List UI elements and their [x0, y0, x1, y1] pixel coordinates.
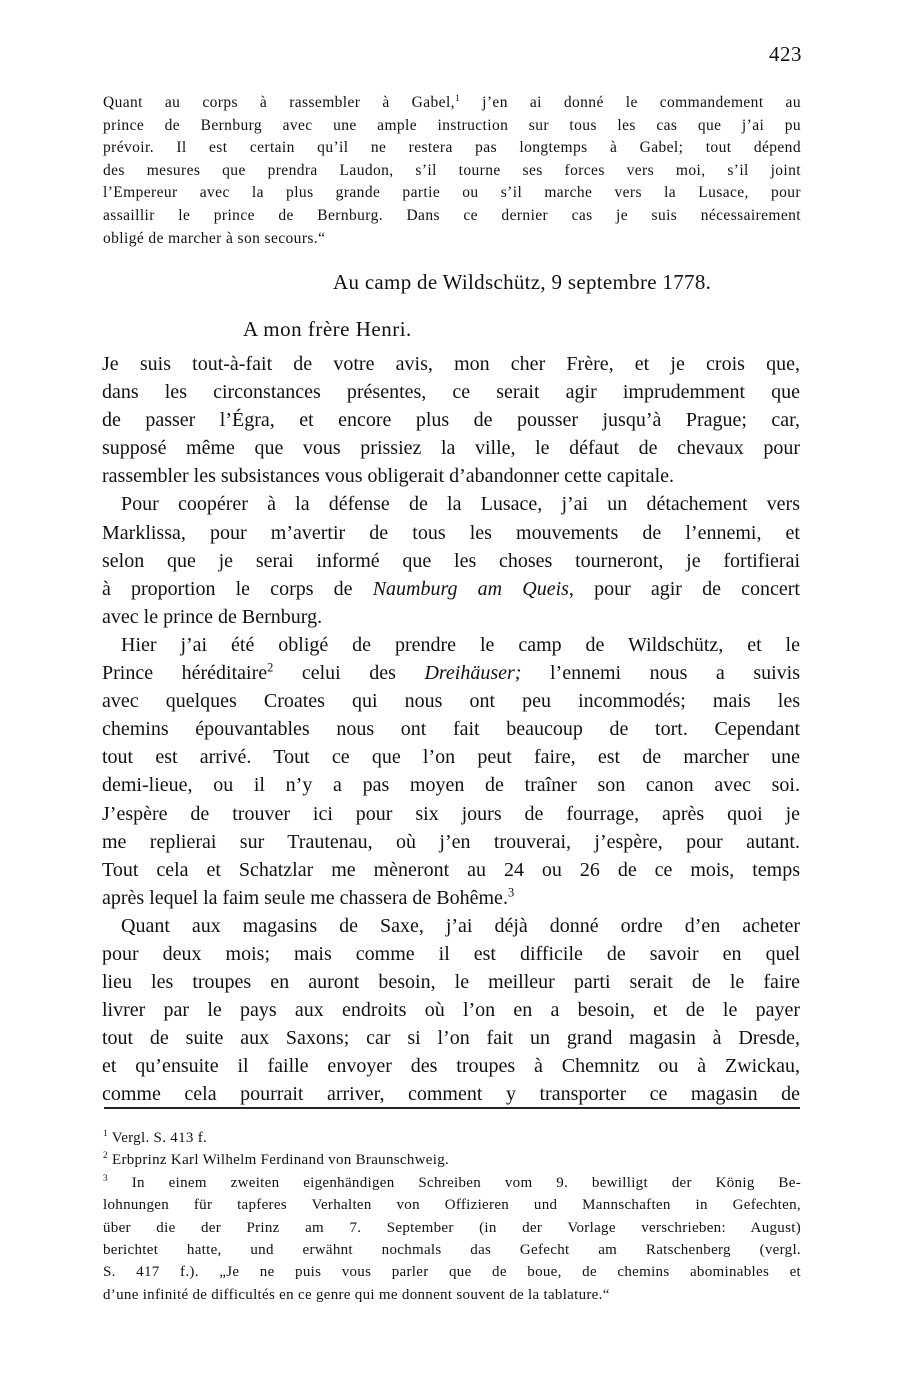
body-line: lieu les troupes en auront besoin, le meilleur parti serait de le faire: [102, 971, 800, 994]
place-name: Dreihäuser;: [424, 662, 522, 685]
body-line: Marklissa, pour m’avertir de tous les mouvements de l’ennemi, et: [102, 521, 800, 544]
body-line: Je suis tout-à-fait de votre avis, mon cher Frère, et je crois que,: [102, 353, 800, 375]
letter-salutation: A mon frère Henri.: [243, 317, 412, 341]
footnote-number: 2: [103, 1151, 108, 1162]
letter-dateline: Au camp de Wildschütz, 9 septembre 1778.: [333, 270, 712, 294]
footnote-3: $^3$ In einem zweiten eigenhändigen Schreiben vom 9. bewilligt der König Be-: [103, 1173, 801, 1191]
quote-line: assaillir le prince de Bernburg. Dans ce dernier cas je suis nécessairement: [103, 206, 801, 224]
body-line: comme cela pourrait arriver, comment y transporter ce magasin de: [102, 1083, 800, 1106]
quote-line: prévoir. Il est certain qu’il ne restera pas longtemps à Gabel; tout dépend: [103, 139, 801, 157]
body-line: Quant aux magasins de Saxe, j’ai déjà donné ordre d’en acheter: [121, 914, 800, 937]
quote-line: l’Empereur avec la plus grande partie ou s’il marche vers la Lusace, pour: [103, 184, 801, 202]
page-number: 423: [769, 42, 802, 66]
body-line: supposé même que vous prissiez la ville, le défaut de chevaux pour: [102, 437, 800, 460]
footnote-line: über die der Prinz am 7. September (in der Vorlage verschrieben: August): [103, 1219, 801, 1236]
quote-line: Quant au corps à rassembler à Gabel,$^1$ j’en ai donné le commandement au: [103, 92, 801, 111]
body-line: Prince héréditaire$^2$ celui des Dreihäuser; l’ennemi nous a suivis: [102, 660, 800, 685]
body-line: Hier j’ai été obligé de prendre le camp de Wildschütz, et le: [121, 633, 800, 656]
body-line: tout est arrivé. Tout ce que l’on peut faire, est de marcher une: [102, 746, 800, 769]
quote-line: obligé de marcher à son secours.“: [103, 229, 326, 247]
quote-line: prince de Bernburg avec une ample instruction sur tous les cas que j’ai pu: [103, 116, 801, 134]
body-line: avec le prince de Bernburg.: [102, 605, 323, 628]
body-line: demi-lieue, ou il n’y a pas moyen de traîner son canon avec soi.: [102, 774, 800, 797]
quote-line: des mesures que prendra Laudon, s’il tourne ses forces vers moi, s’il joint: [103, 161, 801, 179]
footnote-line: S. 417 f.). „Je ne puis vous parler que de boue, de chemins abominables et: [103, 1264, 801, 1281]
body-line: pour deux mois; mais comme il est difficile de savoir en quel: [102, 942, 800, 965]
footnote-divider: [104, 1107, 800, 1109]
footnote-ref: 2: [267, 660, 274, 675]
body-line: selon que je serai informé que les choses tourneront, je fortifierai: [102, 549, 800, 572]
place-name: Naumburg am Queis: [372, 577, 569, 600]
body-line: tout de suite aux Saxons; car si l’on fait un grand magasin à Dresde,: [102, 1027, 800, 1050]
body-line: chemins épouvantables nous ont fait beaucoup de tort. Cependant: [102, 718, 800, 741]
body-line: Pour coopérer à la défense de la Lusace, j’ai un détachement vers: [121, 493, 800, 516]
body-line: et qu’ensuite il faille envoyer des troupes à Chemnitz ou à Zwickau,: [102, 1055, 800, 1078]
footnotes: [103, 1127, 801, 1306]
body-line: avec quelques Croates qui nous ont peu incommodés; mais les: [102, 690, 800, 713]
body-line: dans les circonstances présentes, ce serait agir imprudemment que: [102, 381, 800, 404]
body-line: rassembler les subsistances vous obligerait d’abandonner cette capitale.: [102, 465, 675, 488]
footnote-line: berichtet hatte, und erwähnt nochmals das Gefecht am Ratschenberg (vergl.: [103, 1242, 801, 1259]
letter-body: [102, 350, 800, 1109]
footnote-line: lohnungen für tapferes Verhalten von Offizieren und Mannschaften in Gefechten,: [103, 1197, 801, 1214]
body-line: Tout cela et Schatzlar me mèneront au 24 ou 26 de ce mois, temps: [102, 858, 800, 881]
footnote-number: 3: [103, 1173, 108, 1184]
body-line: me replierai sur Trautenau, où j’en trouverai, j’espère, pour autant.: [102, 830, 800, 853]
footnote-ref: 3: [507, 885, 515, 900]
footnote-1: $^1$ Vergl. S. 413 f.: [103, 1129, 208, 1146]
footnote-2: $^2$ Erbprinz Karl Wilhelm Ferdinand von Braunschweig.: [103, 1151, 450, 1169]
footnote-ref: 1: [454, 92, 461, 104]
body-line: après lequel la faim seule me chassera de Bohême.$^3$: [102, 885, 515, 909]
body-line: à proportion le corps de Naumburg am Queis, pour agir de concert: [102, 577, 800, 600]
body-line: livrer par le pays aux endroits où l’on en a besoin, et de le payer: [102, 999, 800, 1022]
quoted-letter-excerpt: [103, 92, 801, 250]
footnote-number: 1: [103, 1129, 108, 1139]
body-line: de passer l’Égra, et encore plus de pousser jusqu’à Prague; car,: [102, 409, 800, 432]
footnote-line: d’une infinité de difficultés en ce genre qui me donnent souvent de la tablature.“: [103, 1286, 610, 1303]
body-line: J’espère de trouver ici pour six jours de fourrage, après quoi je: [102, 802, 800, 825]
